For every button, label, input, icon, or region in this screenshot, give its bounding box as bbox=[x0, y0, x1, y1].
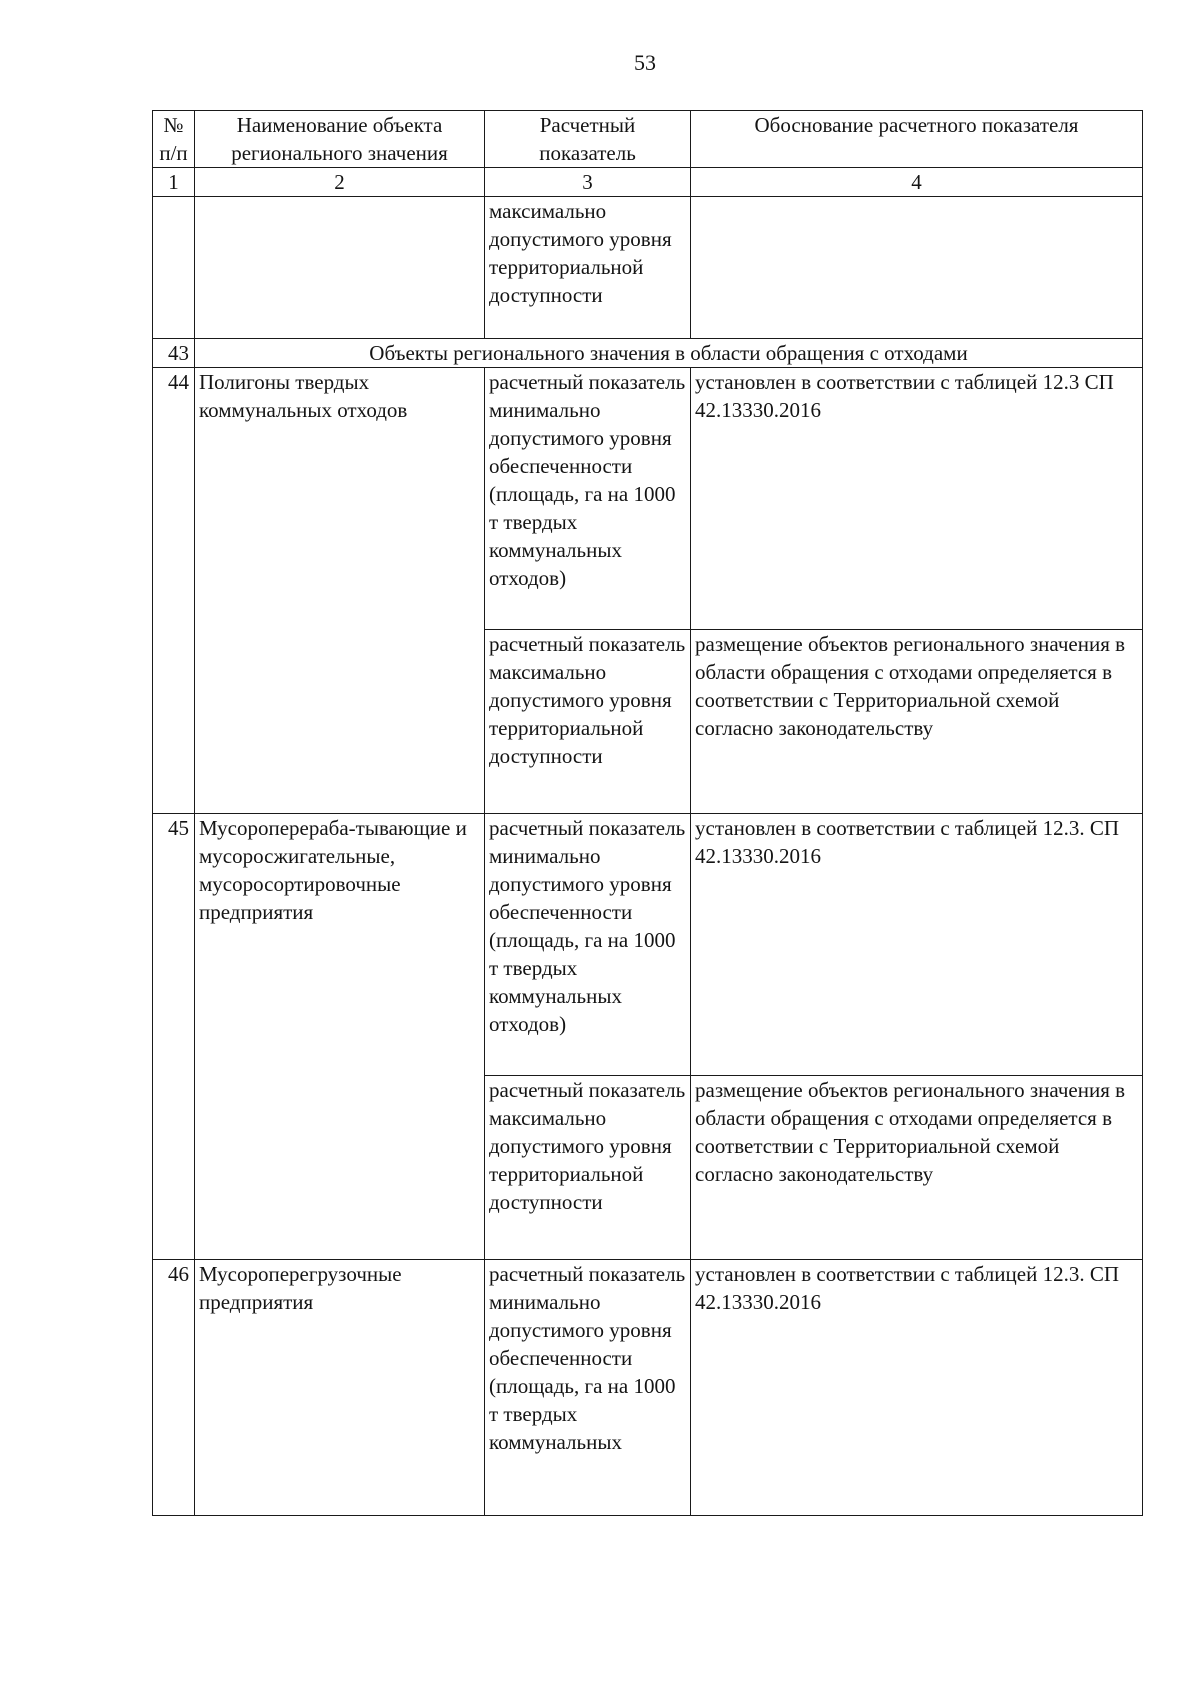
page-number: 53 bbox=[634, 50, 656, 75]
indicator-max-accessibility: расчетный показатель максимально допустимого уровня территориальной доступности bbox=[485, 630, 691, 814]
justification-text: установлен в соответствии с таблицей 12.3. СП 42.13330.2016 bbox=[691, 814, 1143, 1076]
justification-text: установлен в соответствии с таблицей 12.3 СП 42.13330.2016 bbox=[691, 368, 1143, 630]
column-numbers-row bbox=[153, 168, 1143, 197]
column-number: 1 bbox=[153, 168, 195, 197]
table-row-44a bbox=[153, 368, 1143, 630]
cell-empty bbox=[153, 197, 195, 339]
header-object-name: Наименование объекта регионального значения bbox=[195, 111, 485, 168]
indicator-min-provision: расчетный показатель минимально допустимого уровня обеспеченности (площадь, га на 1000 т твердых коммунальных bbox=[485, 1260, 691, 1516]
table-row-45a bbox=[153, 814, 1143, 1076]
regional-objects-table bbox=[152, 110, 1143, 1516]
header-no: № п/п bbox=[153, 111, 195, 168]
cell-empty bbox=[691, 197, 1143, 339]
indicator-min-provision: расчетный показатель минимально допустимого уровня обеспеченности (площадь, га на 1000 т твердых коммунальных отходов) bbox=[485, 368, 691, 630]
indicator-max-accessibility: расчетный показатель максимально допустимого уровня территориальной доступности bbox=[485, 1076, 691, 1260]
justification-text: установлен в соответствии с таблицей 12.3. СП 42.13330.2016 bbox=[691, 1260, 1143, 1516]
column-number: 3 bbox=[485, 168, 691, 197]
continuation-indicator: максимально допустимого уровня территориальной доступности bbox=[485, 197, 691, 339]
object-name: Мусороперегрузочные предприятия bbox=[195, 1260, 485, 1516]
header-indicator: Расчетный показатель bbox=[485, 111, 691, 168]
cell-empty bbox=[195, 197, 485, 339]
column-number: 4 bbox=[691, 168, 1143, 197]
row-number: 46 bbox=[153, 1260, 195, 1516]
row-number: 44 bbox=[153, 368, 195, 814]
section-title: Объекты регионального значения в области обращения с отходами bbox=[195, 339, 1143, 368]
justification-text: размещение объектов регионального значения в области обращения с отходами определяется в соответствии с Территориальной схемой согласно законодательству bbox=[691, 1076, 1143, 1260]
header-justification: Обоснование расчетного показателя bbox=[691, 111, 1143, 168]
row-number: 45 bbox=[153, 814, 195, 1260]
object-name: Полигоны твердых коммунальных отходов bbox=[195, 368, 485, 814]
indicator-min-provision: расчетный показатель минимально допустимого уровня обеспеченности (площадь, га на 1000 т твердых коммунальных отходов) bbox=[485, 814, 691, 1076]
header-row bbox=[153, 111, 1143, 168]
section-row-43 bbox=[153, 339, 1143, 368]
continuation-row bbox=[153, 197, 1143, 339]
justification-text: размещение объектов регионального значения в области обращения с отходами определяется в соответствии с Территориальной схемой согласно законодательству bbox=[691, 630, 1143, 814]
column-number: 2 bbox=[195, 168, 485, 197]
object-name: Мусороперераба-тывающие и мусоросжигательные, мусоросортировочные предприятия bbox=[195, 814, 485, 1260]
row-number: 43 bbox=[153, 339, 195, 368]
table-row-46a bbox=[153, 1260, 1143, 1516]
